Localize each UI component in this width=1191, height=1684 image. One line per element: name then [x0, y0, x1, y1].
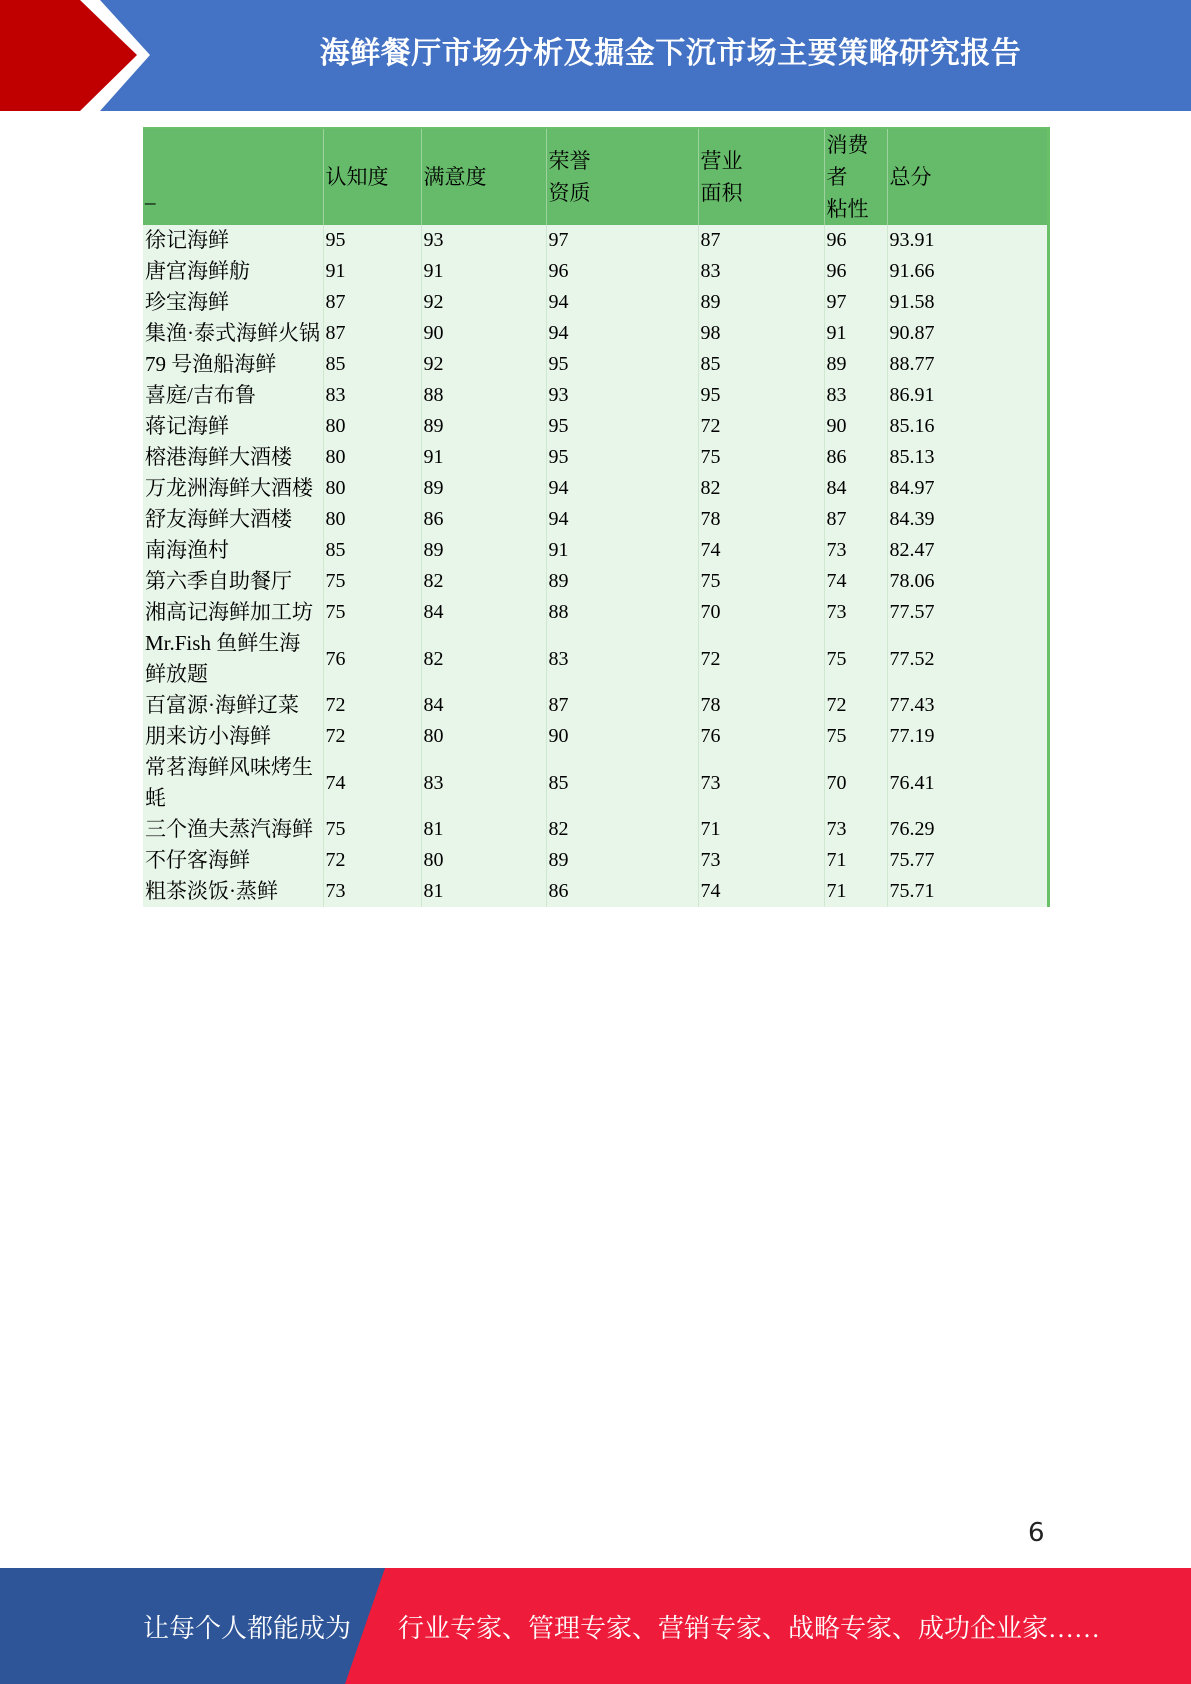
footer-slogan-left: 让每个人都能成为: [143, 1613, 352, 1643]
table-body: [143, 225, 1047, 907]
chevron-arrow-icon: [0, 0, 140, 111]
restaurant-name: 南海渔村: [145, 538, 229, 562]
restaurant-name: 万龙洲海鲜大酒楼: [145, 476, 313, 500]
score-cell: 86: [421, 504, 546, 535]
score-cell: 82: [546, 814, 698, 845]
table-row: [143, 628, 1047, 690]
score-cell: 84: [824, 473, 887, 504]
total-score-cell: 82.47: [887, 535, 1047, 566]
column-header-line: 粘性: [826, 197, 869, 221]
table-row: [143, 225, 1047, 256]
restaurant-name: 珍宝海鲜: [145, 290, 229, 314]
column-header: [698, 129, 824, 225]
score-cell: 94: [546, 287, 698, 318]
score-cell: 81: [421, 876, 546, 907]
footer-slogan-right: 行业专家、管理专家、营销专家、战略专家、成功企业家……: [398, 1613, 1101, 1643]
total-score-cell: 93.91: [887, 225, 1047, 256]
score-cell: 89: [546, 845, 698, 876]
score-cell: 87: [546, 690, 698, 721]
table-row: [143, 287, 1047, 318]
score-cell: 75: [824, 628, 887, 690]
score-cell: 87: [323, 287, 421, 318]
score-cell: 71: [824, 876, 887, 907]
score-cell: 92: [421, 349, 546, 380]
restaurant-name: 79 号渔船海鲜: [145, 352, 277, 376]
score-cell: 75: [323, 814, 421, 845]
page-number: 6: [1028, 1518, 1045, 1548]
table-header-row: [143, 129, 1047, 225]
report-title: 海鲜餐厅市场分析及掘金下沉市场主要策略研究报告: [319, 36, 1022, 71]
score-cell: 89: [421, 473, 546, 504]
score-cell: 78: [698, 690, 824, 721]
column-header: 认知度: [323, 129, 421, 225]
score-cell: 88: [546, 597, 698, 628]
score-cell: 87: [698, 225, 824, 256]
score-cell: 82: [421, 566, 546, 597]
total-score-cell: 84.39: [887, 504, 1047, 535]
score-cell: 72: [323, 845, 421, 876]
table-row: [143, 442, 1047, 473]
header-banner: [0, 0, 1191, 111]
column-header-line: 营业: [700, 149, 743, 173]
score-cell: 73: [323, 876, 421, 907]
score-cell: 80: [323, 411, 421, 442]
column-header-line: 资质: [548, 181, 591, 205]
score-cell: 72: [698, 628, 824, 690]
total-score-cell: 91.58: [887, 287, 1047, 318]
score-cell: 85: [323, 349, 421, 380]
total-score-cell: 77.43: [887, 690, 1047, 721]
score-cell: 83: [698, 256, 824, 287]
total-score-cell: 75.71: [887, 876, 1047, 907]
table-row: [143, 752, 1047, 814]
ranking-table: [143, 129, 1047, 907]
score-cell: 92: [421, 287, 546, 318]
score-cell: 95: [323, 225, 421, 256]
restaurant-name: Mr.Fish 鱼鲜生海鲜放题: [145, 631, 301, 686]
footer-banner: [0, 1568, 1191, 1684]
total-score-cell: 91.66: [887, 256, 1047, 287]
total-score-cell: 86.91: [887, 380, 1047, 411]
score-cell: 98: [698, 318, 824, 349]
score-cell: 73: [824, 535, 887, 566]
score-cell: 83: [323, 380, 421, 411]
total-score-cell: 77.52: [887, 628, 1047, 690]
score-cell: 97: [824, 287, 887, 318]
table-row: [143, 814, 1047, 845]
score-cell: 90: [421, 318, 546, 349]
restaurant-name: 第六季自助餐厅: [145, 569, 292, 593]
table-row: [143, 504, 1047, 535]
table-row: [143, 473, 1047, 504]
score-cell: 83: [824, 380, 887, 411]
score-cell: 70: [824, 752, 887, 814]
column-header-line: 消费者: [826, 133, 869, 189]
score-cell: 74: [323, 752, 421, 814]
score-cell: 75: [698, 442, 824, 473]
score-cell: 80: [323, 504, 421, 535]
column-header: 满意度: [421, 129, 546, 225]
score-cell: 94: [546, 504, 698, 535]
score-cell: 87: [323, 318, 421, 349]
column-header-line: 面积: [700, 181, 743, 205]
restaurant-name: 粗茶淡饭·蒸鲜: [145, 879, 278, 903]
score-cell: 89: [698, 287, 824, 318]
restaurant-name: 唐宫海鲜舫: [145, 259, 250, 283]
score-cell: 84: [421, 597, 546, 628]
table-row: [143, 380, 1047, 411]
score-cell: 81: [421, 814, 546, 845]
score-cell: 96: [546, 256, 698, 287]
score-cell: 80: [323, 473, 421, 504]
score-cell: 74: [698, 535, 824, 566]
score-cell: 87: [824, 504, 887, 535]
table-row: [143, 318, 1047, 349]
score-cell: 80: [323, 442, 421, 473]
table-row: [143, 411, 1047, 442]
score-cell: 84: [421, 690, 546, 721]
table-row: [143, 566, 1047, 597]
restaurant-name: 朋来访小海鲜: [145, 724, 271, 748]
score-cell: 73: [698, 845, 824, 876]
restaurant-name: 喜庭/吉布鲁: [145, 383, 256, 407]
score-cell: 95: [698, 380, 824, 411]
score-cell: 89: [421, 535, 546, 566]
total-score-cell: 77.57: [887, 597, 1047, 628]
total-score-cell: 76.29: [887, 814, 1047, 845]
score-cell: 73: [698, 752, 824, 814]
restaurant-name: 三个渔夫蒸汽海鲜: [145, 817, 313, 841]
total-score-cell: 90.87: [887, 318, 1047, 349]
total-score-cell: 85.16: [887, 411, 1047, 442]
score-cell: 91: [421, 256, 546, 287]
table-row: [143, 535, 1047, 566]
score-cell: 91: [421, 442, 546, 473]
ranking-table-container: [143, 127, 1050, 907]
score-cell: 78: [698, 504, 824, 535]
table-row: [143, 349, 1047, 380]
restaurant-name: 集渔·泰式海鲜火锅: [145, 321, 320, 345]
restaurant-name: 徐记海鲜: [145, 228, 229, 252]
table-row: [143, 690, 1047, 721]
score-cell: 76: [323, 628, 421, 690]
score-cell: 96: [824, 256, 887, 287]
column-header: [824, 129, 887, 225]
score-cell: 90: [546, 721, 698, 752]
score-cell: 75: [323, 597, 421, 628]
score-cell: 85: [698, 349, 824, 380]
column-header: 总分: [887, 129, 1047, 225]
restaurant-name: 榕港海鲜大酒楼: [145, 445, 292, 469]
score-cell: 83: [421, 752, 546, 814]
score-cell: 94: [546, 318, 698, 349]
score-cell: 83: [546, 628, 698, 690]
total-score-cell: 78.06: [887, 566, 1047, 597]
score-cell: 72: [323, 721, 421, 752]
score-cell: 76: [698, 721, 824, 752]
score-cell: 80: [421, 721, 546, 752]
score-cell: 72: [323, 690, 421, 721]
score-cell: 95: [546, 349, 698, 380]
score-cell: 93: [421, 225, 546, 256]
score-cell: 90: [824, 411, 887, 442]
table-row: [143, 845, 1047, 876]
score-cell: 89: [824, 349, 887, 380]
score-cell: 82: [421, 628, 546, 690]
score-cell: 71: [824, 845, 887, 876]
total-score-cell: 88.77: [887, 349, 1047, 380]
total-score-cell: 84.97: [887, 473, 1047, 504]
restaurant-name: 百富源·海鲜辽菜: [145, 693, 299, 717]
score-cell: 74: [824, 566, 887, 597]
table-header: [143, 129, 1047, 225]
score-cell: 97: [546, 225, 698, 256]
restaurant-name: 不仔客海鲜: [145, 848, 250, 872]
corner-mark: _: [145, 183, 156, 207]
score-cell: 75: [824, 721, 887, 752]
score-cell: 85: [323, 535, 421, 566]
total-score-cell: 85.13: [887, 442, 1047, 473]
score-cell: 86: [824, 442, 887, 473]
score-cell: 72: [824, 690, 887, 721]
score-cell: 94: [546, 473, 698, 504]
score-cell: 72: [698, 411, 824, 442]
score-cell: 74: [698, 876, 824, 907]
score-cell: 95: [546, 442, 698, 473]
total-score-cell: 77.19: [887, 721, 1047, 752]
score-cell: 95: [546, 411, 698, 442]
column-header: [546, 129, 698, 225]
restaurant-name: 蒋记海鲜: [145, 414, 229, 438]
score-cell: 71: [698, 814, 824, 845]
score-cell: 73: [824, 814, 887, 845]
score-cell: 73: [824, 597, 887, 628]
total-score-cell: 75.77: [887, 845, 1047, 876]
score-cell: 75: [698, 566, 824, 597]
score-cell: 85: [546, 752, 698, 814]
column-header-line: 荣誉: [548, 149, 591, 173]
score-cell: 93: [546, 380, 698, 411]
table-row: [143, 256, 1047, 287]
corner-header: [143, 129, 323, 225]
score-cell: 89: [546, 566, 698, 597]
score-cell: 75: [323, 566, 421, 597]
score-cell: 89: [421, 411, 546, 442]
score-cell: 86: [546, 876, 698, 907]
table-row: [143, 597, 1047, 628]
restaurant-name: 湘高记海鲜加工坊: [145, 600, 313, 624]
score-cell: 91: [323, 256, 421, 287]
score-cell: 80: [421, 845, 546, 876]
score-cell: 91: [824, 318, 887, 349]
restaurant-name: 舒友海鲜大酒楼: [145, 507, 292, 531]
score-cell: 88: [421, 380, 546, 411]
table-row: [143, 721, 1047, 752]
table-row: [143, 876, 1047, 907]
score-cell: 70: [698, 597, 824, 628]
score-cell: 96: [824, 225, 887, 256]
restaurant-name: 常茗海鲜风味烤生蚝: [145, 755, 313, 810]
score-cell: 82: [698, 473, 824, 504]
score-cell: 91: [546, 535, 698, 566]
total-score-cell: 76.41: [887, 752, 1047, 814]
